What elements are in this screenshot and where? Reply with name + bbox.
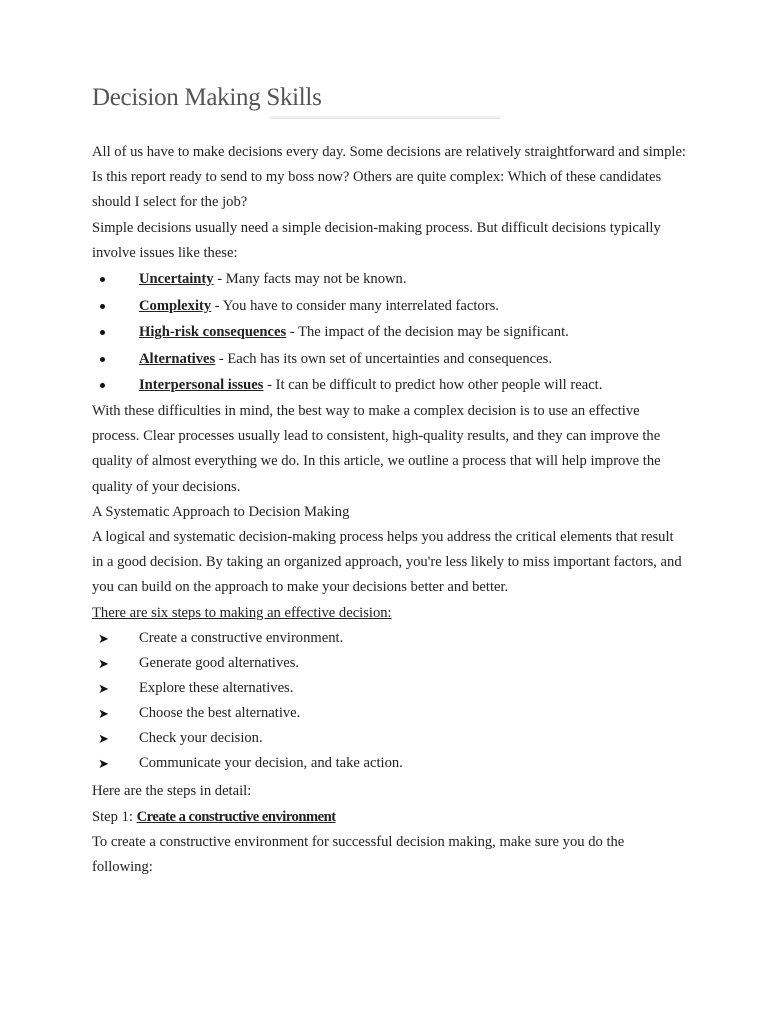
issue-description: - Many facts may not be known. [213, 271, 407, 288]
arrowhead-icon: ➤ [98, 731, 109, 747]
intro-paragraph-2: Simple decisions usually need a simple decision-making process. But difficult decisions typically involve issues like these: [92, 219, 661, 261]
steps-list [92, 626, 687, 777]
steps-intro: There are six steps to making an effective decision: [92, 604, 392, 621]
document-body [92, 140, 687, 880]
list-item [92, 293, 687, 320]
issue-term: Complexity [139, 297, 212, 314]
list-item [92, 319, 687, 346]
issue-description: - You have to consider many interrelated factors. [211, 297, 499, 314]
arrowhead-icon: ➤ [98, 630, 109, 646]
list-item [92, 676, 687, 701]
list-item [92, 701, 687, 726]
issue-term: Uncertainty [139, 271, 214, 288]
arrowhead-icon: ➤ [98, 706, 109, 722]
issue-term: Alternatives [139, 350, 216, 367]
list-item [92, 751, 687, 776]
difficulties-paragraph: With these difficulties in mind, the best way to make a complex decision is to use an effective process. Clear processes usually lead to consistent, high-quality results, and they can improve the quality of almost everything we do. In this article, we outline a process that will help improve the quality of your decisions. [92, 402, 661, 495]
arrowhead-icon: ➤ [98, 756, 109, 772]
bullet-dot-icon [100, 277, 105, 282]
arrowhead-icon: ➤ [98, 655, 109, 671]
issue-term: Interpersonal issues [139, 377, 264, 394]
page-title: Decision Making Skills [92, 84, 322, 111]
step1-heading [92, 805, 687, 830]
issue-description: - The impact of the decision may be significant. [286, 324, 569, 341]
step1-paragraph: To create a constructive environment for successful decision making, make sure you do the following: [92, 833, 625, 875]
list-item [92, 346, 687, 373]
issues-list [92, 266, 687, 399]
step-label: Create a constructive environment. [139, 629, 344, 646]
bullet-dot-icon [100, 330, 105, 335]
systematic-paragraph: A logical and systematic decision-making process helps you address the critical elements that result in a good decision. By taking an organized approach, you're less likely to miss important factors, and you can build on the approach to make your decisions better and better. [92, 529, 682, 596]
list-item [92, 726, 687, 751]
arrowhead-icon: ➤ [98, 681, 109, 696]
step-label: Explore these alternatives. [139, 680, 294, 696]
step-label: Generate good alternatives. [139, 654, 300, 671]
title-divider [270, 116, 500, 119]
intro-paragraph-1: All of us have to make decisions every day. Some decisions are relatively straightforward and simple: Is this report ready to send to my boss now? Others are quite complex: Which of these candidates should I select for the job? [92, 144, 686, 211]
steps-detail-intro: Here are the steps in detail: [92, 783, 252, 800]
bullet-dot-icon [100, 357, 105, 362]
step1-name: Create a constructive environment [136, 808, 336, 825]
list-item [92, 266, 687, 293]
issue-term: High-risk consequences [139, 324, 287, 341]
bullet-dot-icon [100, 304, 105, 309]
issue-description: - It can be difficult to predict how other people will react. [263, 377, 603, 394]
step-label: Communicate your decision, and take action. [139, 755, 403, 772]
bullet-dot-icon [100, 383, 105, 388]
list-item [92, 372, 687, 399]
step1-prefix: Step 1: [92, 808, 137, 825]
step-label: Check your decision. [139, 730, 263, 747]
section-heading: A Systematic Approach to Decision Making [92, 503, 350, 520]
list-item [92, 626, 687, 651]
list-item [92, 651, 687, 676]
issue-description: - Each has its own set of uncertainties and consequences. [215, 350, 552, 367]
step-label: Choose the best alternative. [139, 705, 301, 722]
